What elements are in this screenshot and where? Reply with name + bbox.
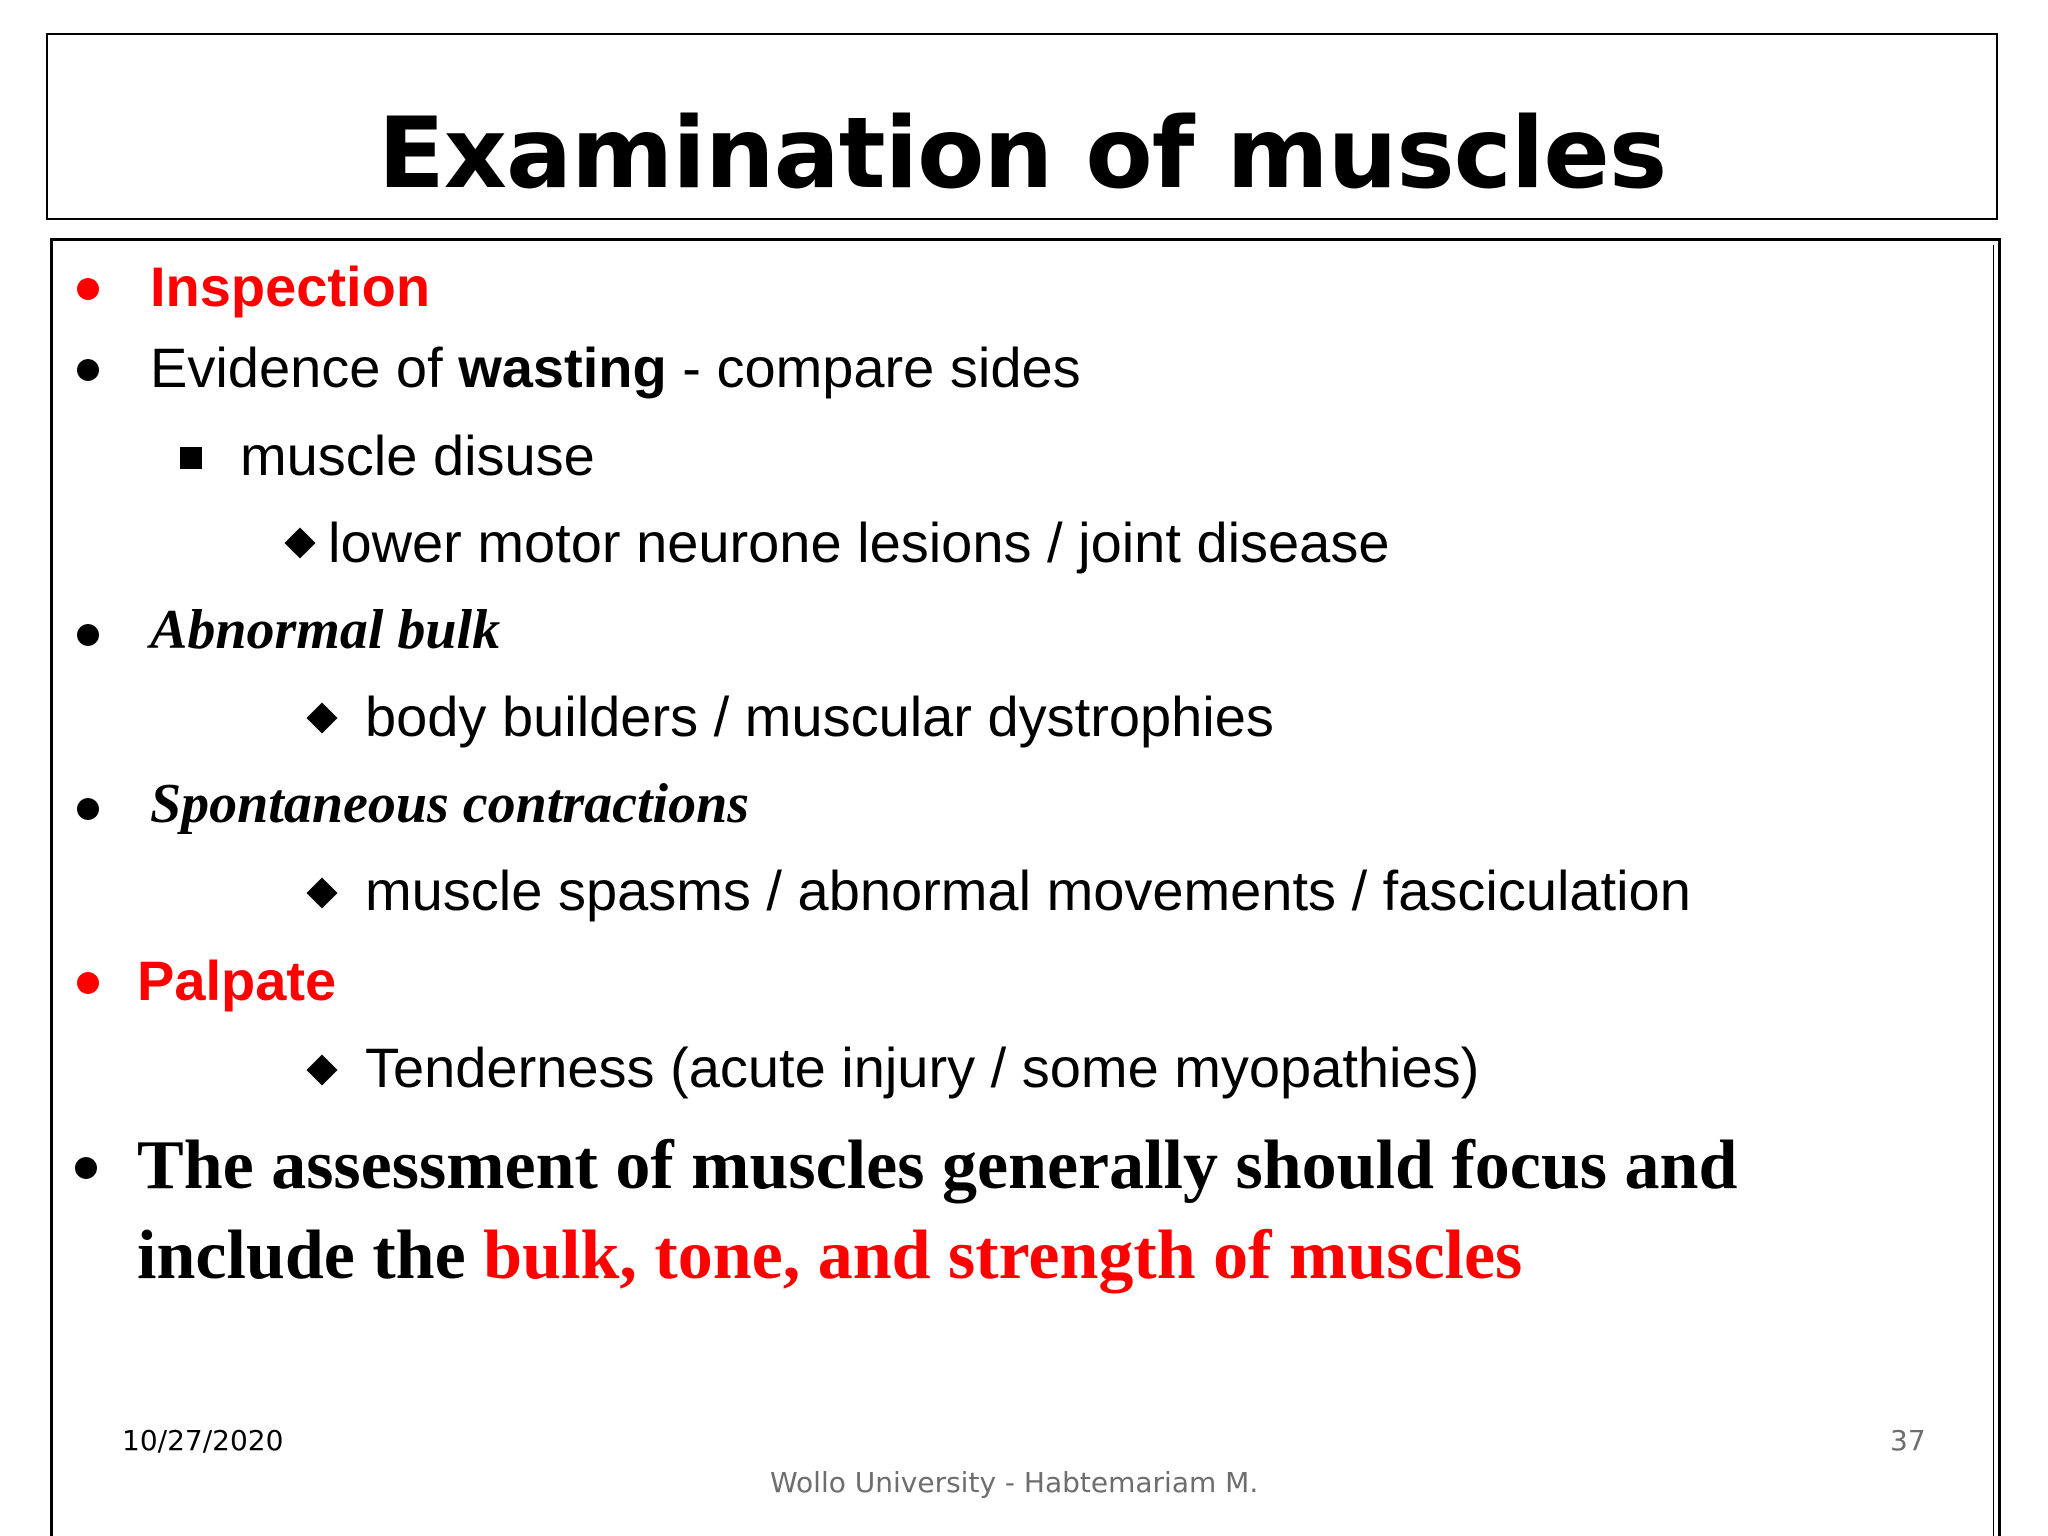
bullet-wasting <box>150 335 1081 400</box>
title-box <box>46 33 1998 220</box>
footer-author: Wollo University - Habtemariam M. <box>770 1466 1259 1499</box>
bullet-dot-icon <box>77 798 99 820</box>
bullet-dot-icon <box>77 278 99 300</box>
sub-bullet-muscle-disuse: muscle disuse <box>240 424 595 487</box>
wasting-suffix: - compare sides <box>666 336 1081 399</box>
heading-abnormal-bulk: Abnormal bulk <box>150 599 501 661</box>
heading-spontaneous: Spontaneous contractions <box>150 773 750 835</box>
assessment-line-1: The assessment of muscles generally should focus and <box>137 1127 1738 1204</box>
sub-bullet-tenderness: Tenderness (acute injury / some myopathies) <box>365 1036 1480 1099</box>
assessment-prefix: include the <box>137 1217 484 1294</box>
bullet-square-icon <box>180 447 202 469</box>
sub-bullet-body-builders: body builders / muscular dystrophies <box>365 685 1274 748</box>
heading-inspection: Inspection <box>150 255 431 318</box>
wasting-bold: wasting <box>458 336 667 399</box>
bullet-dot-icon <box>77 624 99 646</box>
sub-bullet-spasms: muscle spasms / abnormal movements / fasciculation <box>365 859 1691 922</box>
footer-date: 10/27/2020 <box>122 1424 284 1457</box>
footer-page-number: 37 <box>1890 1424 1926 1457</box>
bullet-dot-icon <box>77 359 99 381</box>
assessment-highlight: bulk, tone, and strength of muscles <box>483 1217 1523 1294</box>
bullet-dot-icon <box>77 972 99 994</box>
heading-palpate: Palpate <box>137 949 337 1012</box>
wasting-prefix: Evidence of <box>150 336 459 399</box>
assessment-line-2 <box>137 1216 1522 1296</box>
bullet-dot-icon <box>75 1157 97 1179</box>
slide-title: Examination of muscles <box>377 97 1667 211</box>
sub-bullet-lmn: lower motor neurone lesions / joint disease <box>328 511 1390 574</box>
